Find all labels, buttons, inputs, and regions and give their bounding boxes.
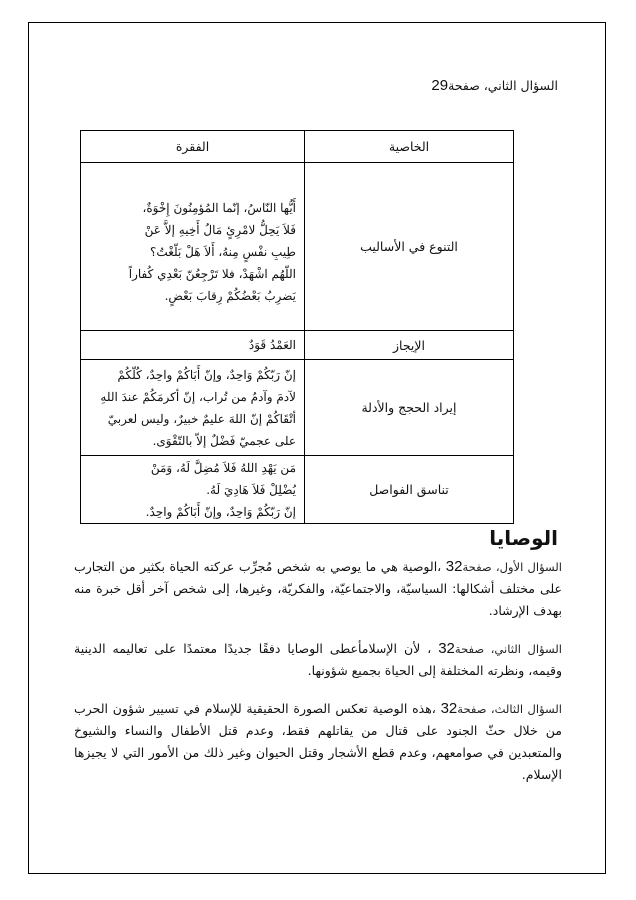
table-row — [81, 456, 514, 524]
answer-paragraph — [74, 698, 562, 786]
feature-cell: التنوع في الأساليب — [305, 163, 514, 331]
paragraph-line: فَلاَ يَحِلُّ لامْرِئٍ مَالُ أَخِيهِ إلاَّ عَنْ — [144, 222, 296, 237]
answer-text: ، لأن الإسلامأعطى الوصايا دفقًا جديدًا معتمدًا على تعاليمه الدينية وقيمه، ونظرته المختلفة إلى الحياة بجميع شؤونها. — [74, 641, 562, 678]
answer-paragraph — [74, 638, 562, 682]
paragraph-line: إنّ رَبّكُمْ وَاحِدٌ، وإنّ أَبَاكُمْ واحِدٌ. — [145, 504, 296, 519]
answer-page-number: 32 — [440, 700, 458, 717]
paragraph-line: مَن يَهْدِ اللهُ فَلاَ مُضِلَّ لَهُ، وَمَنْ — [150, 460, 296, 475]
paragraph-cell — [81, 331, 305, 360]
paragraph-cell — [81, 360, 305, 456]
paragraph-cell — [81, 163, 305, 331]
paragraph-line: العَمْدُ قَوَدٌ — [248, 338, 296, 352]
answer-label: السؤال الأول، صفحة — [462, 560, 563, 574]
paragraph-line: على عجميّ فَضْلٌ إلاّ بالتّقْوَى. — [152, 433, 296, 448]
answer-page-number: 32 — [445, 558, 463, 575]
header-feature: الخاصية — [305, 131, 514, 163]
properties-table — [80, 130, 514, 524]
answer-text: ،هذه الوصية تعكس الصورة الحقيقية للإسلام في تسيير شؤون الحرب من خلال حثّ الجنود على قتال من يقاتلهم فقط، وعدم قتل الأطفال والنساء والشيوخ والمتعبدين في صوامعهم، وعدم قطع الأشجار وقتل الحيوان وغير ذلك من الأمور التي لا يجيزها الإسلام. — [74, 701, 562, 782]
answer-label: السؤال الثاني، صفحة — [454, 642, 562, 656]
feature-cell: تناسق الفواصل — [305, 456, 514, 524]
paragraph-line: يَضرِبُ بَعْضُكُمْ رِقابَ بَعْضٍ. — [164, 288, 296, 303]
paragraph-line: إنّ رَبّكُمْ وَاحِدٌ، وإنّ أَبَاكُمْ واحِدٌ، كُلّكُمْ — [117, 367, 296, 382]
answer-text: ،الوصية هي ما يوصي به شخص مُجرِّب عركته الحياة بكثير من التجارب على مختلف أشكالها: السياسيّة، والاجتماعيّة، والفكريّة، وغيرها، إلى شخص آخر أقل خبرة منه بهدف الإرشاد. — [74, 559, 562, 618]
paragraph-line: لآدمَ وآدمُ من تُراب، إنّ أكرمَكُمْ عندَ اللهِ — [100, 389, 296, 404]
answer-page-number: 32 — [438, 640, 455, 657]
section-title: الوصايا — [489, 526, 558, 550]
feature-cell: إيراد الحجج والأدلة — [305, 360, 514, 456]
table-row — [81, 331, 514, 360]
table-row — [81, 360, 514, 456]
table-header-row — [81, 131, 514, 163]
question-two-label: السؤال الثاني، صفحة — [448, 78, 558, 93]
feature-cell: الإيجاز — [305, 331, 514, 360]
question-two-heading — [431, 77, 558, 94]
table-row — [81, 163, 514, 331]
paragraph-line: اللّهُم اشْهَدْ، فلا تَرْجِعُنّ بَعْدِي كُفاراً — [128, 266, 296, 281]
paragraph-cell — [81, 456, 305, 524]
header-paragraph: الفقرة — [81, 131, 305, 163]
question-two-page-number: 29 — [431, 77, 449, 94]
answer-label: السؤال الثالث، صفحة — [457, 702, 562, 716]
paragraph-line: طِيبِ نفْسٍ مِنهُ، أَلاَ هَلْ بَلّغْتُ؟ — [150, 244, 296, 259]
paragraph-line: أتْقَاكُمْ إنّ اللهَ عليمٌ خبيرٌ، وليس لعربيّ — [107, 411, 296, 426]
paragraph-line: أَيُّها النّاسُ، إنّما المُؤمِنُونَ إِخْوَةٌ، — [142, 200, 296, 215]
paragraph-line: يُضْلِلْ فَلاَ هَادِيَ لَهُ. — [206, 482, 296, 497]
answer-paragraph — [74, 556, 562, 622]
